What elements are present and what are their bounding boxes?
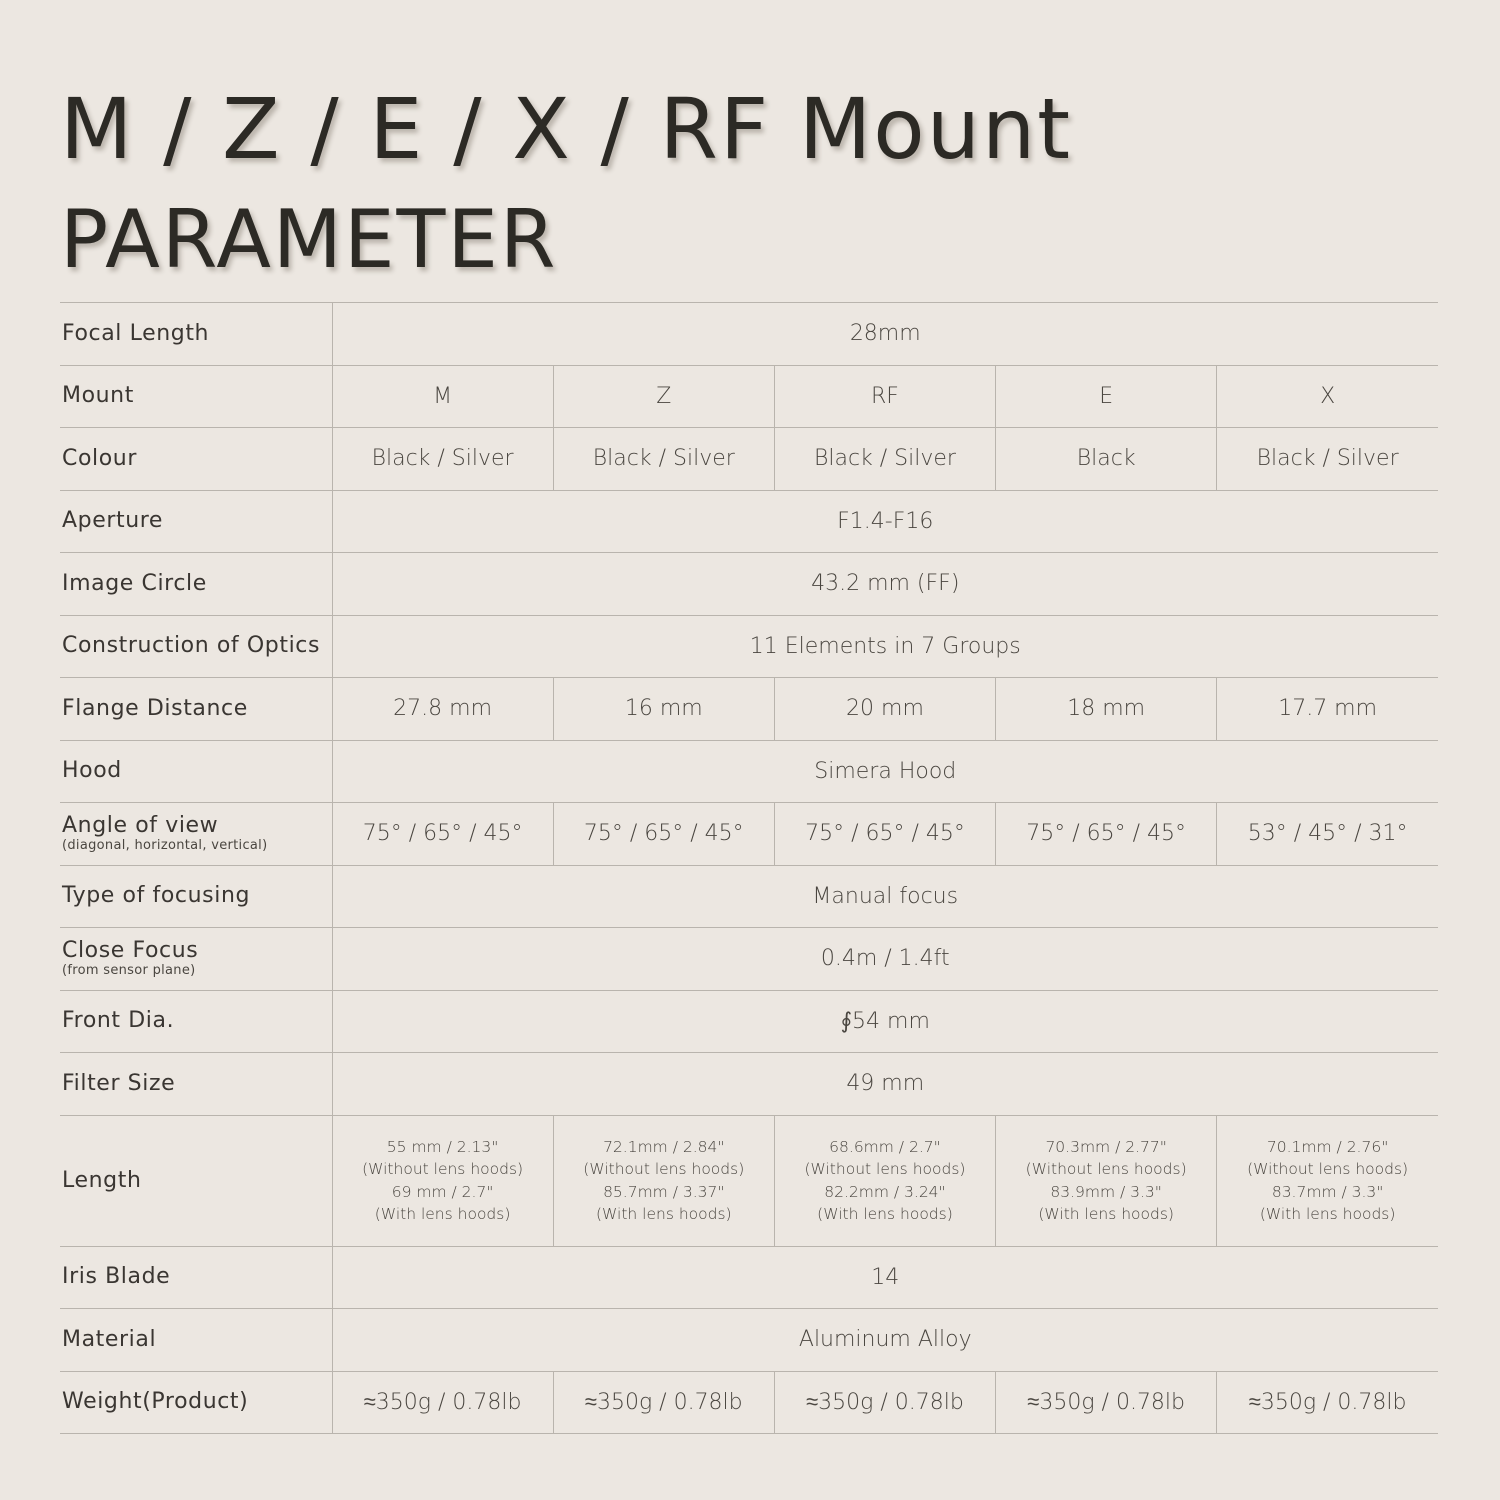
row-mount (60, 365, 1438, 428)
row-label: Iris Blade (60, 1246, 332, 1309)
length-cell: 68.6mm / 2.7" (Without lens hoods) 82.2mm / 3.24" (With lens hoods) (774, 1115, 995, 1246)
spec-table (60, 302, 1438, 1434)
length-cell: 70.1mm / 2.76" (Without lens hoods) 83.7mm / 3.3" (With lens hoods) (1217, 1115, 1438, 1246)
row-label: Filter Size (60, 1053, 332, 1116)
flange-cell: 17.7 mm (1217, 678, 1438, 741)
title-block (60, 74, 1440, 296)
mount-cell-z: Z (553, 365, 774, 428)
row-label: Material (60, 1309, 332, 1372)
row-label: Weight(Product) (60, 1371, 332, 1434)
colour-cell: Black (996, 428, 1217, 491)
row-iris-blade (60, 1246, 1438, 1309)
row-label: Aperture (60, 490, 332, 553)
row-close-focus (60, 928, 1438, 991)
colour-cell: Black / Silver (553, 428, 774, 491)
row-focusing (60, 865, 1438, 928)
length-cell: 70.3mm / 2.77" (Without lens hoods) 83.9mm / 3.3" (With lens hoods) (996, 1115, 1217, 1246)
row-label-note: (diagonal, horizontal, vertical) (62, 837, 268, 853)
row-label: Hood (60, 740, 332, 803)
weight-cell: ≈350g / 0.78lb (1217, 1371, 1438, 1434)
length-cell: 72.1mm / 2.84" (Without lens hoods) 85.7mm / 3.37" (With lens hoods) (553, 1115, 774, 1246)
row-value: Aluminum Alloy (332, 1309, 1438, 1372)
row-hood (60, 740, 1438, 803)
row-aperture (60, 490, 1438, 553)
row-value: F1.4-F16 (332, 490, 1438, 553)
row-value: 14 (332, 1246, 1438, 1309)
length-cell: 55 mm / 2.13" (Without lens hoods) 69 mm / 2.7" (With lens hoods) (332, 1115, 553, 1246)
row-label: Focal Length (60, 303, 332, 366)
row-label: Mount (60, 365, 332, 428)
weight-cell: ≈350g / 0.78lb (774, 1371, 995, 1434)
row-label: Front Dia. (60, 990, 332, 1053)
row-label: Colour (60, 428, 332, 491)
row-length (60, 1115, 1438, 1246)
row-value: 49 mm (332, 1053, 1438, 1116)
row-image-circle (60, 553, 1438, 616)
colour-cell: Black / Silver (332, 428, 553, 491)
mount-cell-rf: RF (774, 365, 995, 428)
weight-cell: ≈350g / 0.78lb (553, 1371, 774, 1434)
row-label: Flange Distance (60, 678, 332, 741)
row-optics (60, 615, 1438, 678)
page-title: M / Z / E / X / RF Mount (60, 80, 1073, 178)
row-value: 28mm (332, 303, 1438, 366)
row-value: ∮54 mm (332, 990, 1438, 1053)
row-label: Construction of Optics (60, 615, 332, 678)
angle-cell: 75° / 65° / 45° (996, 803, 1217, 866)
weight-cell: ≈350g / 0.78lb (332, 1371, 553, 1434)
row-angle-of-view (60, 803, 1438, 866)
row-label: Image Circle (60, 553, 332, 616)
row-label: Type of focusing (60, 865, 332, 928)
angle-cell: 75° / 65° / 45° (332, 803, 553, 866)
angle-cell: 75° / 65° / 45° (553, 803, 774, 866)
colour-cell: Black / Silver (774, 428, 995, 491)
row-value: 43.2 mm (FF) (332, 553, 1438, 616)
flange-cell: 20 mm (774, 678, 995, 741)
row-value: 11 Elements in 7 Groups (332, 615, 1438, 678)
angle-cell: 75° / 65° / 45° (774, 803, 995, 866)
mount-cell-m: M (332, 365, 553, 428)
row-material (60, 1309, 1438, 1372)
row-value: Manual focus (332, 865, 1438, 928)
row-label: Angle of view (diagonal, horizontal, vertical) (60, 803, 332, 866)
row-colour (60, 428, 1438, 491)
row-value: Simera Hood (332, 740, 1438, 803)
flange-cell: 18 mm (996, 678, 1217, 741)
weight-cell: ≈350g / 0.78lb (996, 1371, 1217, 1434)
page-subtitle: PARAMETER (60, 193, 558, 286)
row-label: Close Focus (from sensor plane) (60, 928, 332, 991)
row-front-dia (60, 990, 1438, 1053)
flange-cell: 27.8 mm (332, 678, 553, 741)
angle-cell: 53° / 45° / 31° (1217, 803, 1438, 866)
row-label: Length (60, 1115, 332, 1246)
colour-cell: Black / Silver (1217, 428, 1438, 491)
mount-cell-x: X (1217, 365, 1438, 428)
row-weight (60, 1371, 1438, 1434)
row-flange-distance (60, 678, 1438, 741)
row-value: 0.4m / 1.4ft (332, 928, 1438, 991)
row-focal-length (60, 303, 1438, 366)
mount-cell-e: E (996, 365, 1217, 428)
row-filter-size (60, 1053, 1438, 1116)
flange-cell: 16 mm (553, 678, 774, 741)
row-label-note: (from sensor plane) (62, 962, 196, 978)
